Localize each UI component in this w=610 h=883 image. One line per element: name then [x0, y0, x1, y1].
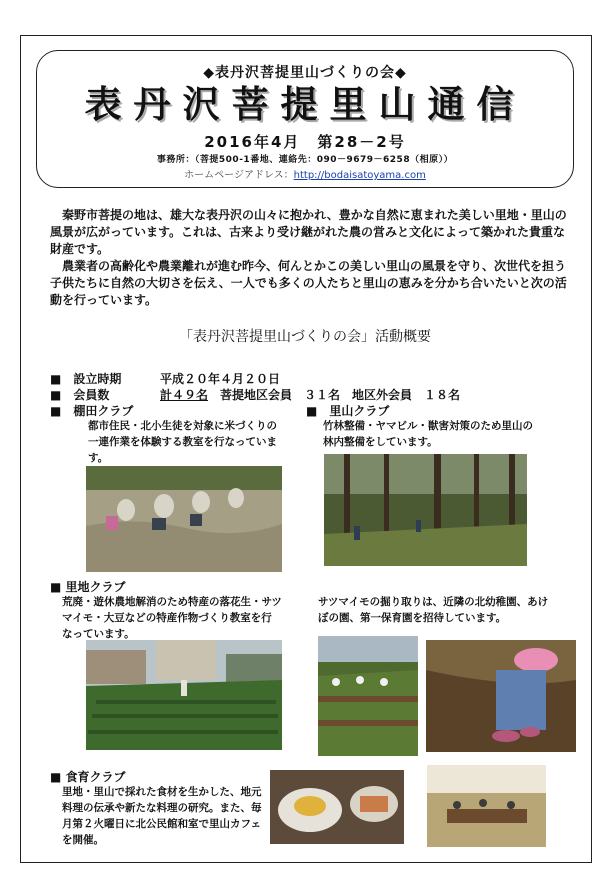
- forest-maintenance-photo: [324, 454, 527, 566]
- newsletter-title: 表丹沢菩提里山通信: [84, 83, 526, 126]
- homepage-label: ホームページアドレス：: [184, 170, 294, 181]
- members-detail: 菩提地区会員 ３１名 地区外会員 １８名: [208, 388, 461, 402]
- contact-info: 事務所：（菩提500-1番地、連絡先：090－9679－6258（相原））: [156, 155, 454, 165]
- satochi-club-heading: ■ 里地クラブ: [50, 580, 126, 594]
- children-digging-photo: [318, 636, 418, 756]
- intro-paragraph-2: 農業者の高齢化や農業離れが進む昨今、何んとかこの美しい里山の風景を守り、次世代を担う子供たちに自然の大切さを伝え、一人でも多くの人たちと里山の恵みを分かち合いたいと次の活動を行っています。: [50, 259, 567, 307]
- rice-planting-photo: [86, 466, 282, 572]
- shokuiku-club-heading: ■ 食育クラブ: [50, 770, 126, 784]
- members-label: ■ 会員数: [50, 388, 110, 402]
- issue-number: 2016年4月 第28－2号: [204, 133, 406, 151]
- satoyama-club-description: 竹林整備・ヤマビル・獣害対策のため里山の林内整備をしています。: [323, 420, 533, 448]
- field-photo: [86, 640, 282, 750]
- founded-row: [50, 370, 280, 387]
- homepage-line: [0, 166, 610, 181]
- intro-paragraph-1: 秦野市菩提の地は、雄大な表丹沢の山々に抱かれ、豊かな自然に恵まれた美しい里地・里山の風景が広がっています。これは、古来より受け継がれた農の営みと文化によって築かれた貴重な財産です。: [50, 208, 567, 256]
- members-total: 計４９名: [160, 388, 209, 402]
- tanada-club-description: 都市住民・北小生徒を対象に米づくりの一連作業を体験する教室を行なっています。: [88, 420, 277, 464]
- tanada-club-heading: ■ 棚田クラブ: [50, 404, 134, 418]
- satoyama-cafe-room-photo: [427, 765, 546, 847]
- members-row: [50, 386, 460, 403]
- overview-title: 「表丹沢菩提里山づくりの会」活動概要: [179, 329, 431, 345]
- satochi-club-description: 荒廃・遊休農地解消のため特産の落花生・サツマイモ・大豆などの特産作物づくり教室を行なっています。: [62, 596, 282, 640]
- intro-text: [50, 207, 570, 309]
- food-dish-photo: [270, 770, 404, 844]
- sweet-potato-harvest-photo: [426, 640, 576, 752]
- homepage-link[interactable]: http://bodaisatoyama.com: [293, 170, 426, 181]
- organization-name: ◆表丹沢菩提里山づくりの会◆: [203, 65, 407, 81]
- shokuiku-club-description: 里地・里山で採れた食材を生かした、地元料理の伝承や新たな料理の研究。また、毎月第２火曜日に北公民館和室で里山カフェを開催。: [62, 786, 262, 846]
- satoyama-club-heading: ■ 里山クラブ: [306, 404, 390, 418]
- sweet-potato-description: サツマイモの掘り取りは、近隣の北幼稚園、あけぼの園、第一保育園を招待しています。: [318, 596, 549, 624]
- founded-value: 平成２０年４月２０日: [160, 372, 281, 386]
- founded-label: ■ 設立時期: [50, 372, 122, 386]
